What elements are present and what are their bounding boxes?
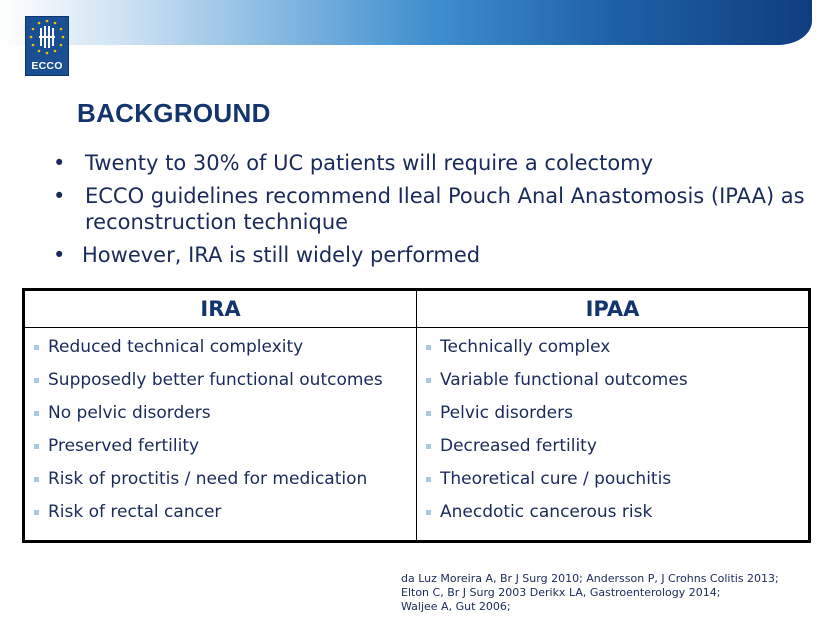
slide-title: BACKGROUND: [77, 98, 271, 128]
square-bullet-icon: [426, 510, 431, 515]
bullet-text: ECCO guidelines recommend Ileal Pouch Anal Anastomosis (IPAA) as reconstruction technique: [85, 184, 805, 234]
list-item-text: No pelvic disorders: [48, 403, 211, 423]
square-bullet-icon: [426, 345, 431, 350]
bullet-list: [50, 150, 805, 275]
reference-line: Elton C, Br J Surg 2003 Derikx LA, Gastroenterology 2014;: [401, 586, 721, 599]
list-item: [34, 436, 416, 469]
list-item-text: Technically complex: [440, 337, 611, 357]
ecco-emblem-icon: [26, 17, 68, 63]
square-bullet-icon: [34, 510, 39, 515]
table-header-row: [24, 290, 810, 328]
square-bullet-icon: [34, 345, 39, 350]
list-item: [426, 337, 808, 370]
list-item-text: Risk of proctitis / need for medication: [48, 469, 368, 489]
bullet-icon: •: [53, 243, 66, 267]
table-row: [24, 328, 810, 542]
bullet-icon: •: [53, 184, 66, 208]
references: [401, 572, 813, 614]
list-item: [426, 502, 808, 535]
ipaa-cell: [417, 328, 810, 542]
comparison-table: [22, 288, 811, 543]
list-item: [34, 469, 416, 502]
ira-cell: [24, 328, 417, 542]
list-item: [426, 370, 808, 403]
bullet-item: [50, 183, 805, 235]
list-item: [426, 469, 808, 502]
list-item: [34, 337, 416, 370]
bullet-item: [50, 242, 802, 268]
list-item-text: Preserved fertility: [48, 436, 200, 456]
list-item-text: Anecdotic cancerous risk: [440, 502, 653, 522]
reference-line: Waljee A, Gut 2006;: [401, 600, 511, 613]
list-item: [34, 370, 416, 403]
bullet-text: However, IRA is still widely performed: [82, 243, 481, 267]
header-banner: [0, 0, 812, 45]
column-header-ipaa: IPAA: [417, 290, 810, 328]
list-item-text: Decreased fertility: [440, 436, 597, 456]
square-bullet-icon: [34, 378, 39, 383]
list-item-text: Reduced technical complexity: [48, 337, 304, 357]
list-item: [426, 403, 808, 436]
column-header-ira: IRA: [24, 290, 417, 328]
ipaa-list: [426, 337, 808, 535]
list-item: [426, 436, 808, 469]
list-item-text: Risk of rectal cancer: [48, 502, 222, 522]
logo-text: ECCO: [31, 60, 63, 72]
list-item-text: Pelvic disorders: [440, 403, 573, 423]
bullet-icon: •: [53, 151, 66, 175]
square-bullet-icon: [426, 477, 431, 482]
square-bullet-icon: [34, 477, 39, 482]
list-item-text: Theoretical cure / pouchitis: [440, 469, 672, 489]
bullet-text: Twenty to 30% of UC patients will require a colectomy: [85, 151, 654, 175]
list-item-text: Variable functional outcomes: [440, 370, 688, 390]
ecco-logo: [25, 16, 69, 76]
square-bullet-icon: [426, 378, 431, 383]
ira-list: [34, 337, 416, 535]
list-item: [34, 502, 416, 535]
square-bullet-icon: [34, 444, 39, 449]
bullet-item: [50, 150, 805, 176]
list-item: [34, 403, 416, 436]
square-bullet-icon: [426, 411, 431, 416]
reference-line: da Luz Moreira A, Br J Surg 2010; Andersson P, J Crohns Colitis 2013;: [401, 572, 779, 585]
square-bullet-icon: [426, 444, 431, 449]
square-bullet-icon: [34, 411, 39, 416]
list-item-text: Supposedly better functional outcomes: [48, 370, 383, 390]
